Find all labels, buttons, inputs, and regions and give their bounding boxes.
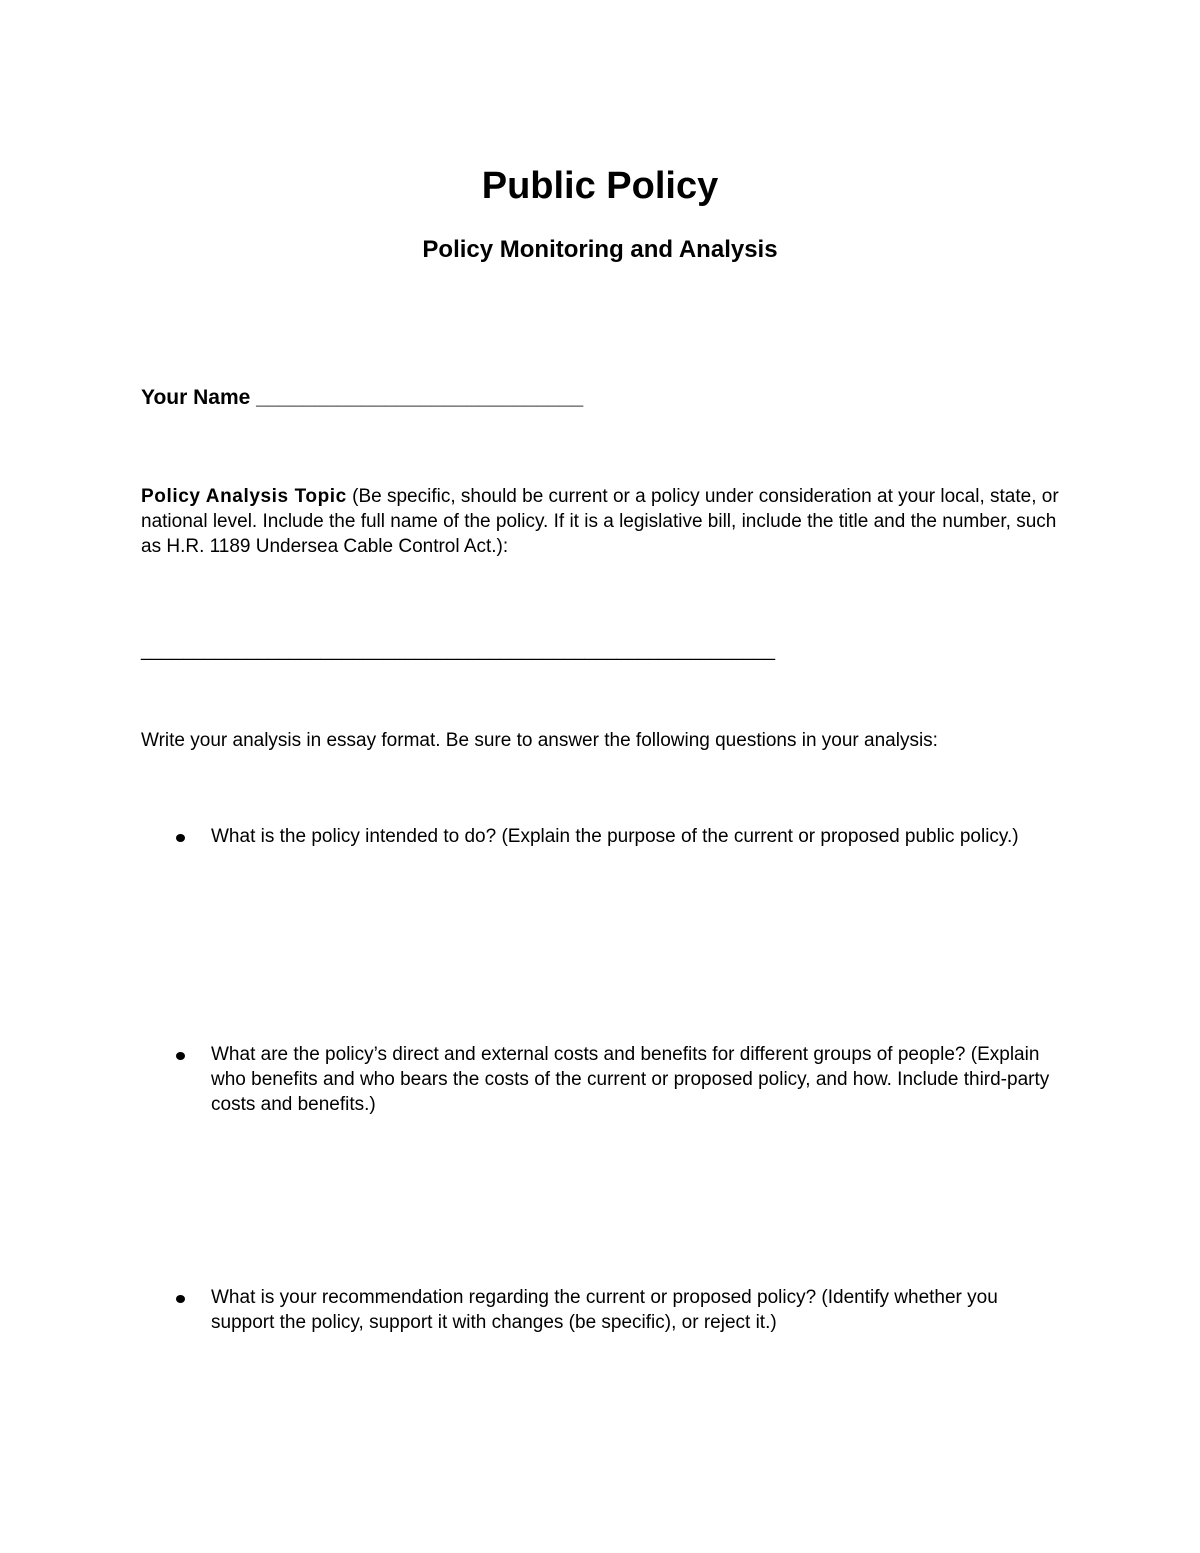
essay-instructions: Write your analysis in essay format. Be sure to answer the following questions in your analysis: xyxy=(141,730,938,751)
policy-topic-description: (Be specific, should be current or a policy under consideration at your local, state, or national level. Include the full name of the policy. If it is a legislative bill, include the title and the number, such as H.R. 1189 Undersea Cable Control Act.): xyxy=(141,486,1059,557)
document-subtitle: Policy Monitoring and Analysis xyxy=(422,236,778,263)
question-item xyxy=(176,1285,1066,1335)
question-item xyxy=(176,824,1066,849)
bullet-icon xyxy=(176,834,185,842)
question-text: What are the policy’s direct and external costs and benefits for different groups of people? (Explain who benefits and who bears the costs of the current or proposed policy, and how. Include third-party costs and benefits.) xyxy=(211,1044,1050,1115)
policy-topic-label: Policy Analysis Topic xyxy=(141,486,347,507)
your-name-blank[interactable]: ____________________________ xyxy=(256,386,584,409)
question-text: What is the policy intended to do? (Explain the purpose of the current or proposed public policy.) xyxy=(211,826,1019,847)
policy-topic-blank[interactable]: ____________________________________________________________ xyxy=(141,640,776,661)
bullet-icon xyxy=(176,1295,185,1303)
your-name-label: Your Name xyxy=(141,386,251,409)
bullet-icon xyxy=(176,1052,185,1060)
question-item xyxy=(176,1042,1066,1117)
policy-topic-prompt xyxy=(141,484,1061,559)
your-name-field[interactable] xyxy=(141,383,583,413)
question-text: What is your recommendation regarding the current or proposed policy? (Identify whether you support the policy, support it with changes (be specific), or reject it.) xyxy=(211,1287,998,1333)
document-title: Public Policy xyxy=(481,165,719,207)
